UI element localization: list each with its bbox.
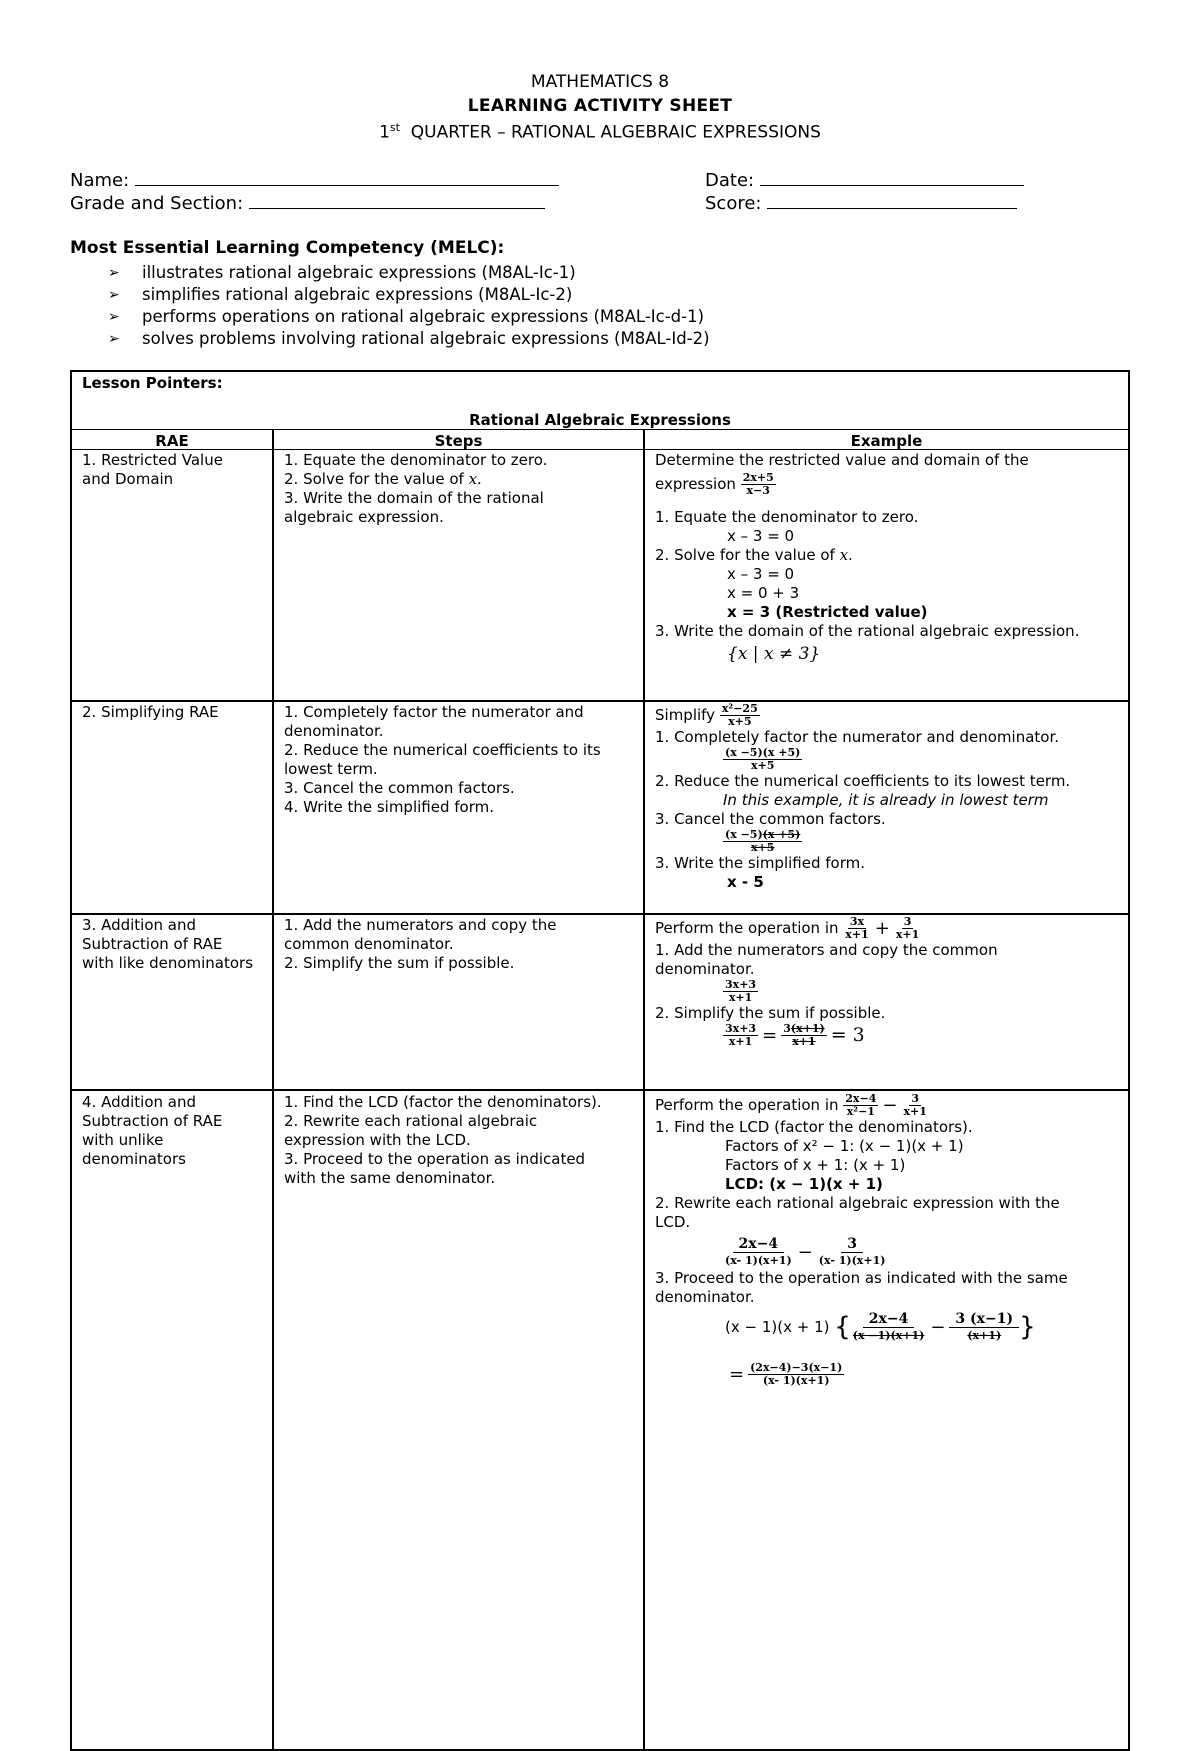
example-cell: Perform the operation in $\frac{2x-4}{\text{x²−1}}$ − $\frac{3}{x+1}$ 1. Find the LCD (factor the denominators). Factors of x² − 1: (x − 1)(x + 1) Factors of x + 1: (x + 1) LCD: (x − 1)(x + 1) 2. Rewrite each rational algebraic expression with the LCD. $\frac{2x-4}{(x- 1)(x+1)}$ − $\frac{3}{(x- 1)(x+1)}$ 3. Proceed to the operation as indicated with the same denominator. (x − 1)(x + 1) { $\frac{2x-4}{(x -1)(x+1)}$ − $\frac{3 (x-1)}{(x+1)}$ } = $\frac{(2x-4)-3(x-1)}{(x- 1)(x+1)}$ — [655, 1092, 1068, 1387]
quarter-sup: st — [389, 121, 400, 134]
steps-cell: 1. Add the numerators and copy the common denominator. 2. Simplify the sum if possible. — [284, 916, 557, 972]
date-line[interactable] — [760, 169, 1024, 186]
steps-cell: 1. Find the LCD (factor the denominators). 2. Rewrite each rational algebraic expression with the LCD. 3. Proceed to the operation as indicated with the same denominator. — [284, 1093, 602, 1187]
fraction: $\frac{2x-4}{(x -1)(x+1)}$ — [852, 1311, 925, 1342]
melc-item: ➢ performs operations on rational algebraic expressions (M8AL-Ic-d-1) — [108, 307, 705, 326]
quarter-title — [0, 121, 1200, 143]
quarter-topic: QUARTER – RATIONAL ALGEBRAIC EXPRESSIONS — [410, 122, 821, 143]
arrow-bullet-icon: ➢ — [108, 287, 120, 303]
melc-title: Most Essential Learning Competency (MELC): — [70, 238, 505, 258]
arrow-bullet-icon: ➢ — [108, 331, 120, 347]
steps-cell: 1. Equate the denominator to zero. 2. Solve for the value of x. 3. Write the domain of the rational algebraic expression. — [284, 451, 548, 526]
melc-list — [108, 262, 710, 350]
table-divider — [70, 913, 1130, 915]
fraction: $\frac{3}{(x- 1)(x+1)}$ — [818, 1236, 886, 1267]
score-field[interactable] — [705, 192, 1017, 214]
name-field[interactable] — [70, 169, 559, 191]
arrow-bullet-icon: ➢ — [108, 309, 120, 325]
arrow-bullet-icon: ➢ — [108, 265, 120, 281]
subject-title: MATHEMATICS 8 — [530, 72, 670, 92]
fraction: $\frac{3x}{x+1}$ — [845, 915, 869, 941]
fraction: $\frac{2x-4}{\text{x²−1}}$ — [845, 1092, 877, 1118]
date-label: Date: — [705, 170, 755, 191]
sheet-title: LEARNING ACTIVITY SHEET — [467, 96, 733, 116]
melc-item: ➢ illustrates rational algebraic expressions (M8AL-Ic-1) — [108, 263, 576, 282]
table-divider — [70, 1089, 1130, 1091]
column-header-steps: Steps — [434, 432, 483, 450]
fraction: $\frac{2x+5}{x-3}$ — [742, 471, 774, 497]
rae-cell: 1. Restricted Value and Domain — [82, 451, 223, 488]
table-divider — [70, 700, 1130, 702]
fraction: $\frac{3}{x+1}$ — [895, 915, 920, 941]
rae-cell: 3. Addition and Subtraction of RAE with like denominators — [82, 916, 254, 972]
column-header-example: Example — [850, 432, 923, 450]
column-divider — [643, 430, 645, 1750]
fraction: $\frac{3x+3}{x+1}$ — [725, 978, 757, 1004]
fraction: $\frac{(x -5)(x +5)}{x+5}$ — [725, 746, 801, 772]
fraction: $\frac{3x+3}{x+1}$ — [725, 1022, 757, 1048]
grade-section-label: Grade and Section: — [70, 193, 244, 214]
steps-cell: 1. Completely factor the numerator and denominator. 2. Reduce the numerical coefficients to its lowest term. 3. Cancel the common factors. 4. Write the simplified form. — [284, 703, 601, 816]
example-cell: Determine the restricted value and domain of the expression $\frac{2x+5}{x-3}$ 1. Equate the denominator to zero. x – 3 = 0 2. Solve for the value of x. x – 3 = 0 x = 0 + 3 x = 3 (Restricted value) 3. Write the domain of the rational algebraic expression. {x | x ≠ 3} — [655, 451, 1080, 664]
score-line[interactable] — [767, 192, 1017, 209]
melc-item: ➢ simplifies rational algebraic expressions (M8AL-Ic-2) — [108, 285, 573, 304]
name-line[interactable] — [135, 169, 559, 186]
fraction: $\frac{3(x+1)}{x+1}$ — [783, 1022, 825, 1048]
column-divider — [272, 430, 274, 1750]
melc-item: ➢ solves problems involving rational algebraic expressions (M8AL-Id-2) — [108, 329, 710, 348]
date-field[interactable] — [705, 169, 1024, 191]
grade-section-field[interactable] — [70, 192, 545, 214]
example-cell: Simplify $\frac{\text{x²−25}}{x+5}$ 1. Completely factor the numerator and denominator. $\frac{(x -5)(x +5)}{x+5}$ 2. Reduce the numerical coefficients to its lowest term. In this example, it is already in lowest term 3. Cancel the common factors. $\frac{(x -5)(x +5)}{x+5}$ 3. Write the simplified form. x - 5 — [655, 702, 1071, 891]
rae-cell: 2. Simplifying RAE — [82, 703, 219, 721]
fraction: $\frac{(x -5)(x +5)}{x+5}$ — [725, 828, 801, 854]
fraction: $\frac{3 (x-1)}{(x+1)}$ — [949, 1311, 1019, 1344]
fraction: $\frac{2x-4}{(x- 1)(x+1)}$ — [725, 1236, 792, 1267]
lesson-pointers-label: Lesson Pointers: — [82, 374, 223, 392]
rae-cell: 4. Addition and Subtraction of RAE with unlike denominators — [82, 1093, 223, 1168]
fraction: $\frac{(2x-4)-3(x-1)}{(x- 1)(x+1)}$ — [750, 1361, 843, 1387]
grade-section-line[interactable] — [249, 192, 545, 209]
column-header-rae: RAE — [155, 432, 189, 450]
table-title: Rational Algebraic Expressions — [469, 411, 731, 429]
score-label: Score: — [705, 193, 762, 214]
name-label: Name: — [70, 170, 130, 191]
quarter-number: 1 — [379, 122, 390, 143]
example-cell: Perform the operation in $\frac{3x}{x+1}$ + $\frac{3}{x+1}$ 1. Add the numerators and copy the common denominator. $\frac{3x+3}{x+1}$ 2. Simplify the sum if possible. $\frac{3x+3}{x+1}$ = $\frac{3(x+1)}{x+1}$ = 3 — [655, 915, 998, 1048]
fraction: $\frac{\text{x²−25}}{x+5}$ — [721, 702, 758, 728]
fraction: $\frac{3}{x+1}$ — [903, 1092, 927, 1118]
